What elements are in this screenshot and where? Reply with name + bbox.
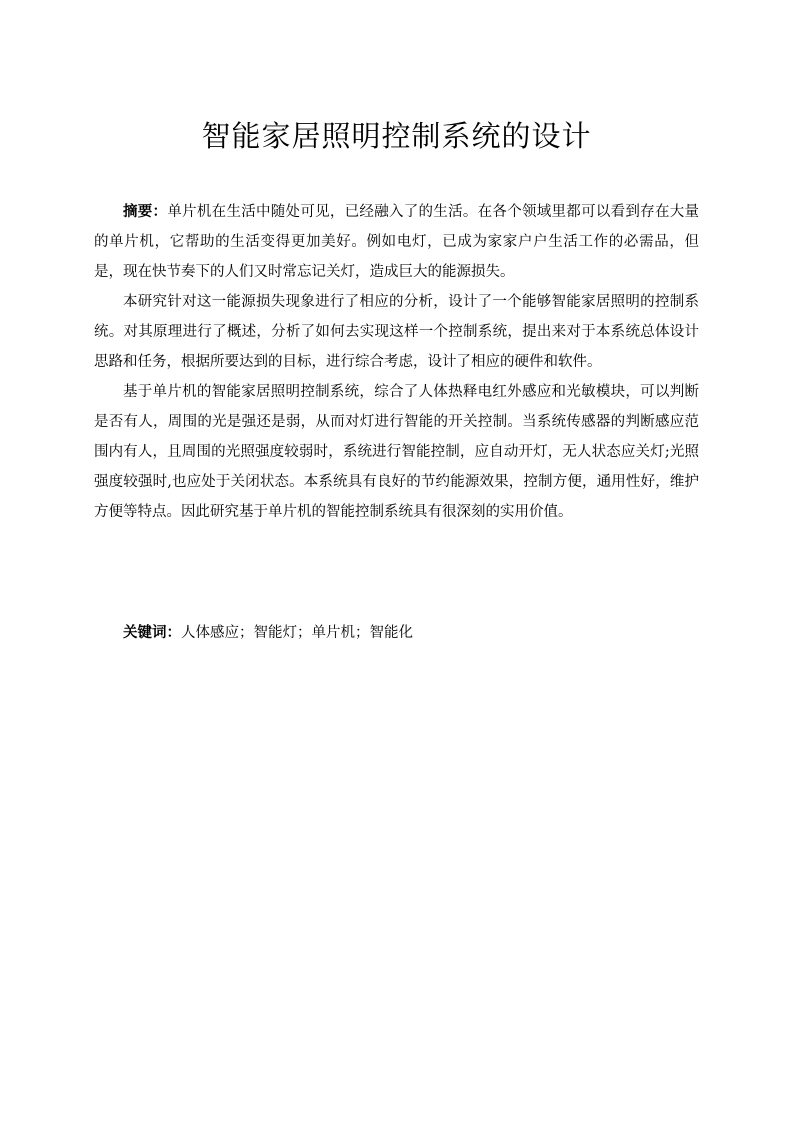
keywords-text: 人体感应；智能灯；单片机；智能化: [181, 625, 413, 641]
abstract-label: 摘要：: [123, 204, 168, 220]
keywords-label: 关键词：: [123, 625, 181, 641]
abstract-section: [94, 197, 699, 527]
abstract-paragraph-2: 本研究针对这一能源损失现象进行了相应的分析，设计了一个能够智能家居照明的控制系统。对其原理进行了概述，分析了如何去实现这样一个控制系统，提出来对于本系统总体设计思路和任务，根据所要达到的目标，进行综合考虑，设计了相应的硬件和软件。: [94, 294, 699, 370]
abstract-paragraph-3: 基于单片机的智能家居照明控制系统，综合了人体热释电红外感应和光敏模块，可以判断是否有人，周围的光是强还是弱，从而对灯进行智能的开关控制。当系统传感器的判断感应范围内有人，且周围的光照强度较弱时，系统进行智能控制，应自动开灯，无人状态应关灯;光照强度较强时,也应处于关闭状态。本系统具有良好的节约能源效果，控制方便，通用性好，维护方便等特点。因此研究基于单片机的智能控制系统具有很深刻的实用价值。: [94, 384, 699, 520]
keywords-line: [94, 618, 699, 648]
page-title: 智能家居照明控制系统的设计: [201, 119, 592, 153]
abstract-paragraph-1-text: 单片机在生活中随处可见，已经融入了的生活。在各个领域里都可以看到存在大量的单片机，它帮助的生活变得更加美好。例如电灯，已成为家家户户生活工作的必需品，但是，现在快节奏下的人们又时常忘记关灯，造成巨大的能源损失。: [94, 204, 700, 280]
abstract-paragraph-1: [94, 197, 699, 287]
